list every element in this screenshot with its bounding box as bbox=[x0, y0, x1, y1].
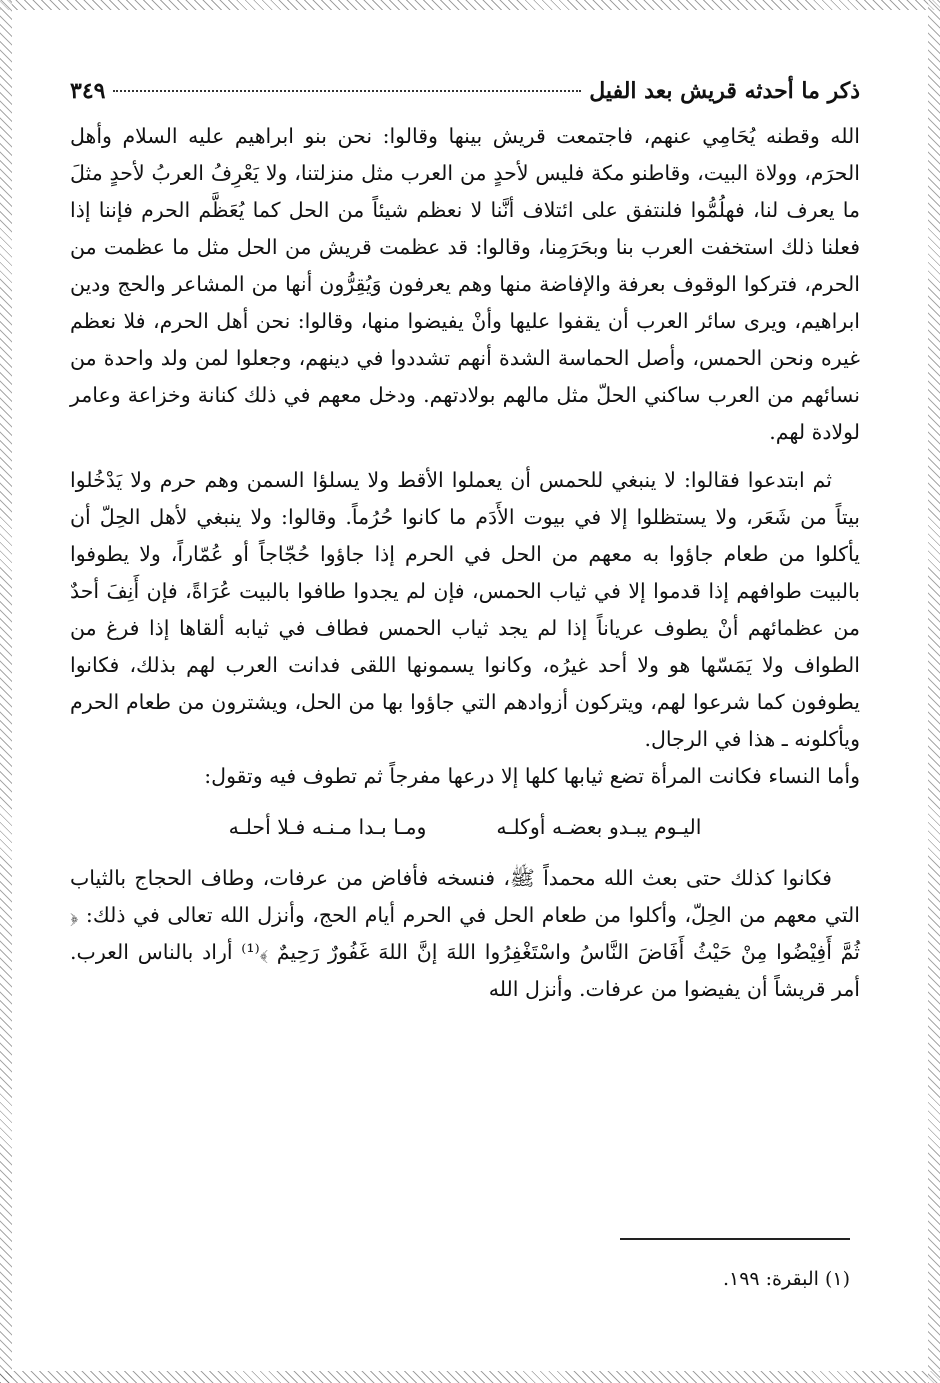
paragraph-1: الله وقطنه يُحَامِي عنهم، فاجتمعت قريش بينها وقالوا: نحن بنو ابراهيم عليه السلام وأهل الحرَم، وولاة البيت، وقاطنو مكة فليس لأحدٍ من العرب مثل منزلتنا، ولا يَعْرِفُ العربُ لأحدٍ مثلَ ما يعرف لنا، فهلُمُّوا فلنتفق على ائتلاف أنَّنا لا نعظم شيئاً من الحل كما يُعَظَّم الحرم فإننا إذا فعلنا ذلك استخفت العرب بنا وبحَرَمِنا، وقالوا: قد عظمت قريش من الحل مثل ما عظمت من الحرم، فتركوا الوقوف بعرفة والإفاضة منها وهم يعرفون وَيُقِرُّون أنها من المشاعر والحج ودين ابراهيم، ويرى سائر العرب أن يقفوا عليها وأنْ يفيضوا منها، وقالوا: نحن أهل الحرم، فلا نعظم غيره ونحن الحمس، وأصل الحماسة الشدة أنهم تشددوا في دينهم، وجعلوا لمن ولد واحدة من نسائهم من العرب ساكني الحلّ مثل مالهم بولادتهم. ودخل معهم في ذلك كنانة وخزاعة وعامر لولادة لهم. bbox=[70, 124, 860, 444]
chapter-title: ذكر ما أحدثه قريش بعد الفيل bbox=[589, 78, 860, 104]
paragraph-3: وأما النساء فكانت المرأة تضع ثيابها كلها إلا درعها مفرجاً ثم تطوف فيه وتقول: bbox=[204, 764, 860, 788]
poem-verse bbox=[70, 809, 860, 846]
decorative-border-bottom bbox=[0, 1371, 940, 1383]
paragraph-2: ثم ابتدعوا فقالوا: لا ينبغي للحمس أن يعملوا الأقط ولا يسلؤا السمن وهم حرم ولا يَدْخُلوا بيتاً من شَعَر، ولا يستظلوا إلا في بيوت الأَدَم ما كانوا حُرُماً. وقالوا: ولا ينبغي لأهل الحِلّ أن يأكلوا من طعام جاؤوا به معهم من الحل في الحرم إذا جاؤوا حُجّاجاً أو عُمّاراً، ولا يطوفوا بالبيت طوافهم إذا قدموا إلا في ثياب الحمس، فإن لم يجدوا طافوا بالبيت عُرَاةً، فإن أَنِفَ أحدٌ من عظمائهم أنْ يطوف عرياناً إذا لم يجد ثياب الحمس فطاف في ثيابه ألقاها إذا فرغ من الطواف ولا يَمَسّها هو ولا أحد غيرُه، وكانوا يسمونها اللقى فدانت العرب لهم بذلك، فكانوا يطوفون كما شرعوا لهم، ويتركون أزوادهم التي جاؤوا بها من الحل، ويشترون من طعام الحرم ويأكلونه ـ هذا في الرجال. bbox=[70, 468, 860, 751]
decorative-border-top bbox=[0, 0, 940, 10]
decorative-border-right bbox=[928, 0, 940, 1383]
verse-first-hemistich: اليـوم يبـدو بعضـه أوكلـه bbox=[496, 815, 702, 839]
running-header bbox=[70, 78, 860, 118]
page-number: ٣٤٩ bbox=[70, 78, 106, 104]
verse-second-hemistich: ومـا بـدا مـنـه فـلا أحلـه bbox=[228, 815, 427, 839]
paragraph-4: فكانوا كذلك حتى بعث الله محمداً ﷺ، فنسخه فأفاض من عرفات، وطاف الحجاج بالثياب التي معهم من الحِلّ، وأكلوا من طعام الحل في الحرم أيام الحج، وأنزل الله تعالى في ذلك: ﴿ ثُمَّ أَفِيْضُوا مِنْ حَيْثُ أَفَاضَ النَّاسُ واسْتَغْفِرُوا اللهَ إنَّ اللهَ غَفُورٌ رَحِيمٌ ﴾⁽¹⁾ أراد بالناس العرب. أمر قريشاً أن يفيضوا من عرفات. وأنزل الله bbox=[70, 866, 860, 1001]
footnote: (١) البقرة: ١٩٩. bbox=[722, 1268, 850, 1290]
header-leader-dots bbox=[113, 90, 581, 92]
decorative-border-left bbox=[0, 0, 12, 1383]
book-page bbox=[70, 78, 860, 1008]
footnote-separator bbox=[620, 1238, 850, 1240]
